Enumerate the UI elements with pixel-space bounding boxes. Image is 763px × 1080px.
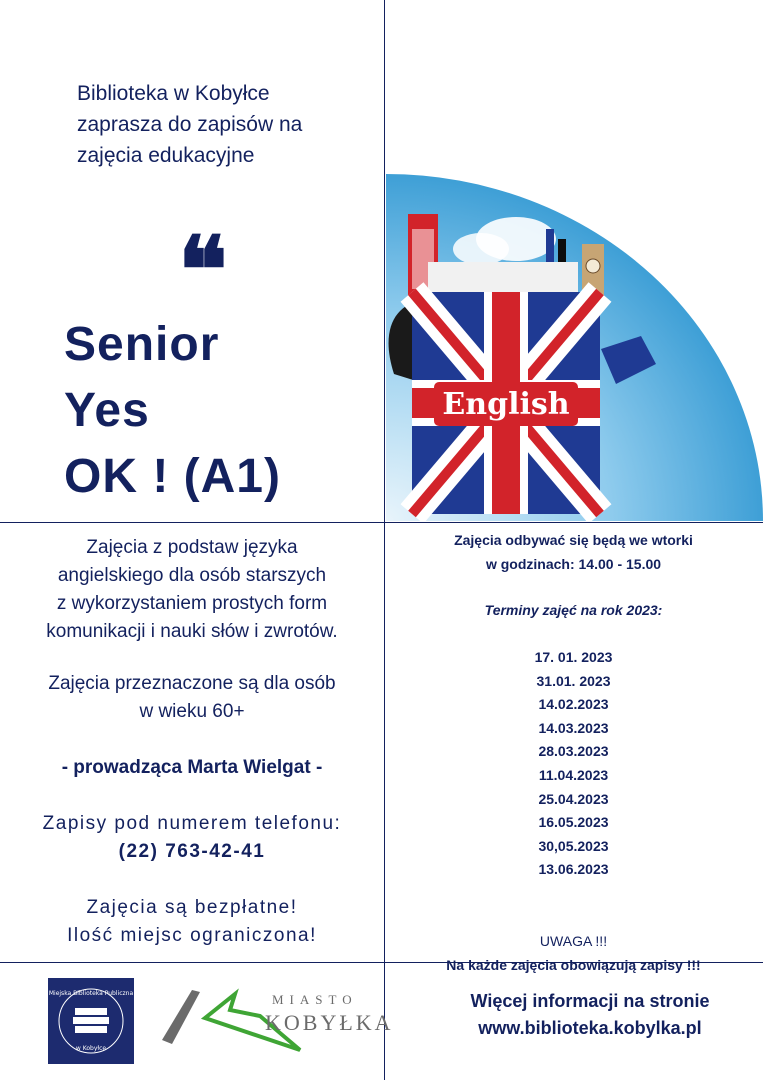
book-stack-icon — [48, 978, 134, 1064]
free-notice-line: Ilość miejsc ograniczona! — [67, 925, 317, 946]
intro-line: zajęcia edukacyjne — [77, 144, 255, 167]
description-line: z wykorzystaniem prostych form — [56, 593, 328, 614]
library-logo-place: w Kobyłce — [75, 1045, 107, 1052]
date-item: 16.05.2023 — [538, 814, 609, 831]
free-notice-line: Zajęcia są bezpłatne! — [86, 897, 298, 918]
library-logo-name: Miejska Biblioteka Publiczna — [48, 990, 134, 997]
title-line: Senior — [64, 318, 220, 371]
event-title — [64, 312, 281, 510]
warning-label: UWAGA !!! — [539, 933, 608, 949]
schedule-info-line: w godzinach: 14.00 - 15.00 — [485, 556, 662, 572]
title-line: Yes — [64, 384, 150, 437]
more-info-url[interactable]: www.biblioteka.kobylka.pl — [478, 1018, 702, 1038]
feather-icon — [162, 990, 200, 1044]
title-line: OK ! (A1) — [64, 450, 281, 503]
dates-list — [384, 646, 763, 882]
date-item: 31.01. 2023 — [536, 672, 611, 689]
description-line: Zajęcia z podstaw języka — [86, 537, 298, 558]
book-label: English — [442, 387, 570, 422]
schedule-info-line: Zajęcia odbywać się będą we wtorki — [454, 532, 693, 548]
more-info-label: Więcej informacji na stronie — [470, 991, 710, 1011]
audience-line: w wieku 60+ — [139, 701, 245, 722]
audience-text — [0, 670, 384, 726]
city-logo-top: MIASTO — [272, 992, 358, 1007]
schedule-info — [384, 528, 763, 576]
audience-line: Zajęcia przeznaczone są dla osób — [48, 673, 336, 694]
dates-title: Terminy zajęć na rok 2023: — [484, 602, 663, 618]
date-item: 28.03.2023 — [538, 743, 609, 760]
date-item: 14.03.2023 — [538, 719, 609, 736]
date-item: 11.04.2023 — [538, 766, 609, 783]
signup-label: Zapisy pod numerem telefonu: — [42, 813, 342, 834]
english-book-illustration — [386, 174, 763, 521]
library-logo — [48, 978, 134, 1064]
date-item: 17. 01. 2023 — [534, 649, 613, 665]
date-item: 13.06.2023 — [538, 861, 609, 878]
description-line: angielskiego dla osób starszych — [57, 565, 327, 586]
date-item: 25.04.2023 — [538, 790, 609, 807]
date-item: 14.02.2023 — [538, 696, 609, 713]
date-item: 30,05.2023 — [538, 837, 609, 854]
horizontal-divider-top — [0, 522, 763, 523]
quote-icon: ❝ — [178, 216, 228, 324]
more-info — [440, 988, 740, 1042]
description-line: komunikacji i nauki słów i zwrotów. — [46, 621, 338, 642]
teacher-name: - prowadząca Marta Wielgat - — [61, 757, 323, 778]
course-description — [0, 534, 384, 646]
intro-line: zaprasza do zapisów na — [77, 113, 303, 136]
phone-number: (22) 763-42-41 — [118, 841, 266, 862]
hero-image — [386, 174, 763, 521]
city-logo-name: KOBYŁKA — [265, 1010, 394, 1035]
intro-line: Biblioteka w Kobyłce — [77, 82, 270, 105]
intro-text — [77, 78, 377, 171]
warning-detail: Na każde zajęcia obowiązują zapisy !!! — [446, 957, 701, 973]
city-logo — [160, 980, 410, 1060]
free-notice — [0, 894, 384, 950]
